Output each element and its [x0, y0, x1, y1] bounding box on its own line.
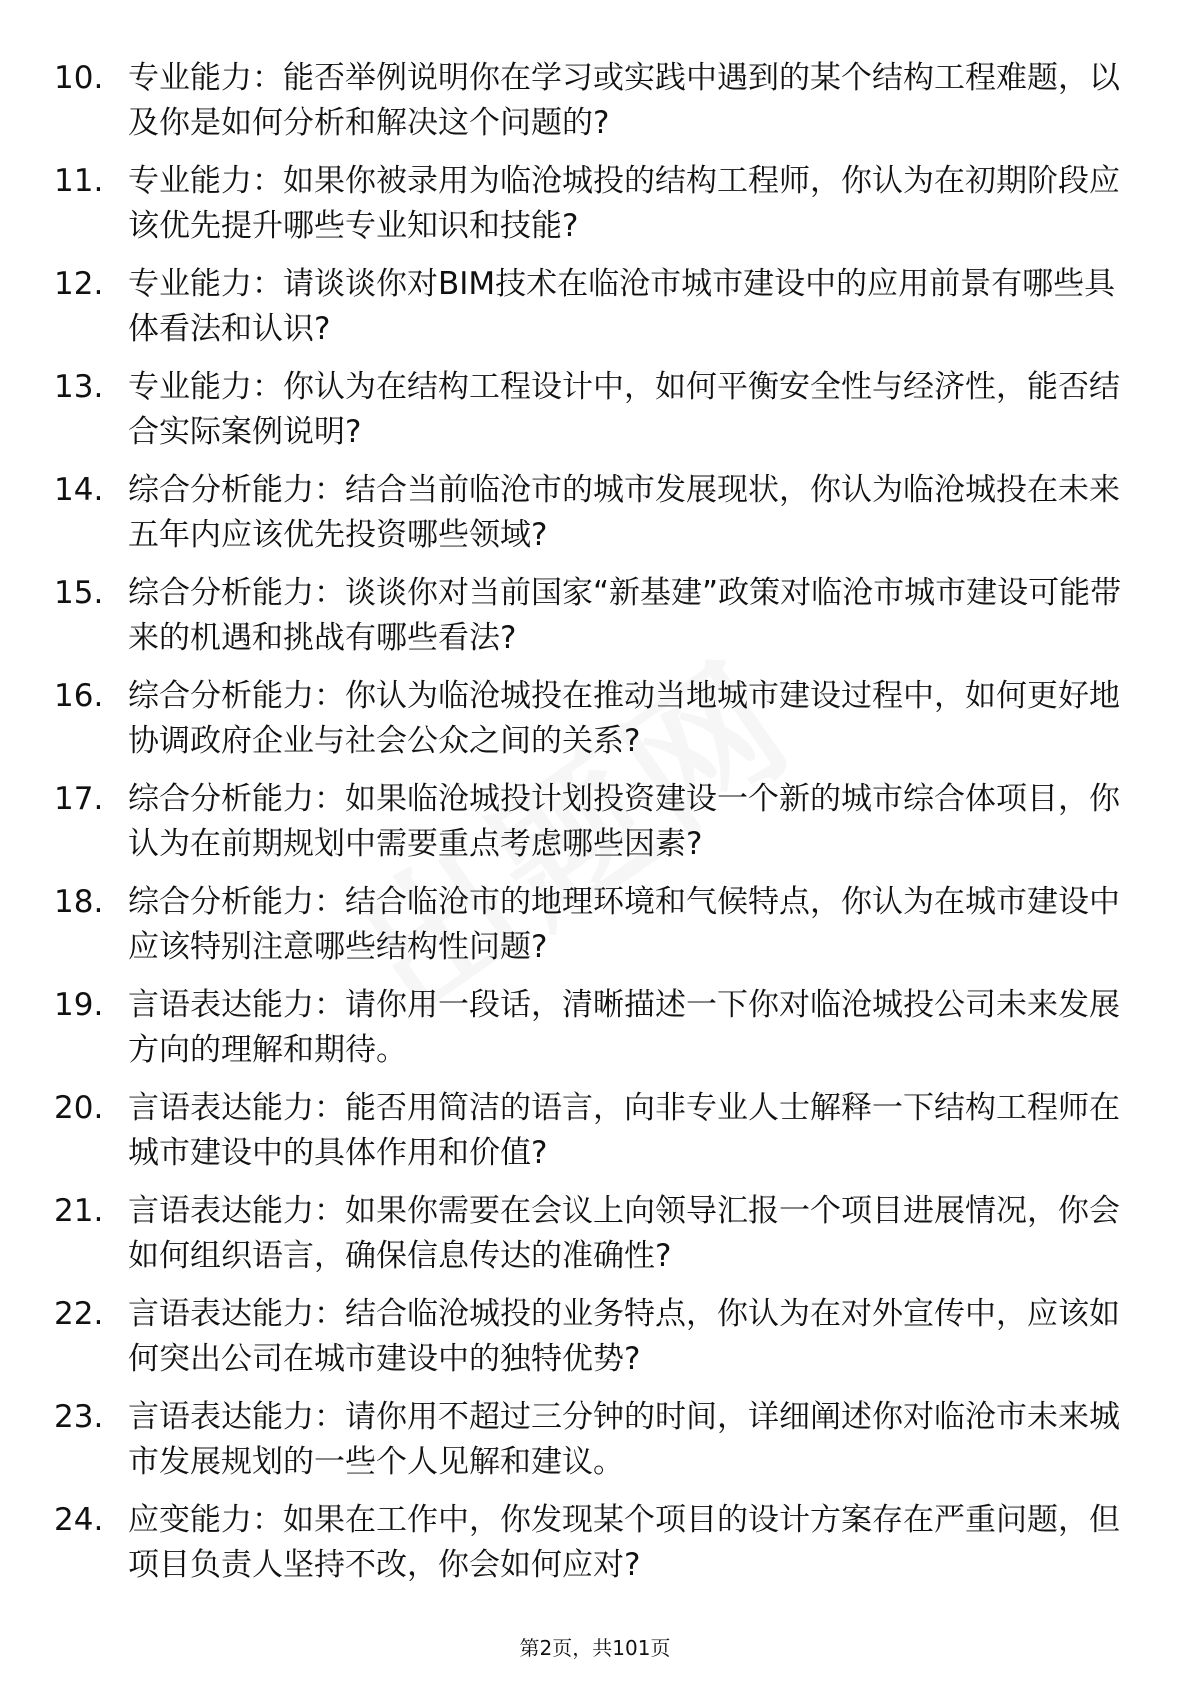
question-list — [0, 50, 1190, 1595]
question-item — [0, 153, 1190, 256]
question-text: 专业能力：能否举例说明你在学习或实践中遇到的某个结构工程难题，以及你是如何分析和解决这个问题的? — [128, 60, 1120, 141]
question-text: 综合分析能力：你认为临沧城投在推动当地城市建设过程中，如何更好地协调政府企业与社会公众之间的关系? — [128, 678, 1120, 759]
question-item — [0, 874, 1190, 977]
question-item — [0, 1080, 1190, 1183]
question-text: 言语表达能力：能否用简洁的语言，向非专业人士解释一下结构工程师在城市建设中的具体作用和价值? — [128, 1090, 1120, 1171]
question-item — [0, 1389, 1190, 1492]
question-text: 言语表达能力：结合临沧城投的业务特点，你认为在对外宣传中，应该如何突出公司在城市建设中的独特优势? — [128, 1296, 1120, 1377]
question-number: 10. — [54, 60, 104, 96]
question-number: 22. — [54, 1296, 104, 1332]
question-text: 专业能力：如果你被录用为临沧城投的结构工程师，你认为在初期阶段应该优先提升哪些专业知识和技能? — [128, 163, 1120, 244]
question-number: 20. — [54, 1090, 104, 1126]
page-footer: 第2页，共101页 — [519, 1636, 671, 1660]
question-text: 综合分析能力：结合当前临沧市的城市发展现状，你认为临沧城投在未来五年内应该优先投资哪些领域? — [128, 472, 1120, 553]
question-text: 专业能力：你认为在结构工程设计中，如何平衡安全性与经济性，能否结合实际案例说明? — [128, 369, 1120, 450]
question-number: 13. — [54, 369, 104, 405]
question-text: 言语表达能力：请你用不超过三分钟的时间，详细阐述你对临沧市未来城市发展规划的一些个人见解和建议。 — [128, 1399, 1120, 1480]
question-number: 11. — [54, 163, 104, 199]
question-item — [0, 771, 1190, 874]
question-item — [0, 565, 1190, 668]
question-number: 15. — [54, 575, 104, 611]
question-text: 综合分析能力：结合临沧市的地理环境和气候特点，你认为在城市建设中应该特别注意哪些结构性问题? — [128, 884, 1120, 965]
question-item — [0, 1492, 1190, 1595]
question-number: 23. — [54, 1399, 104, 1435]
question-text: 综合分析能力：如果临沧城投计划投资建设一个新的城市综合体项目，你认为在前期规划中需要重点考虑哪些因素? — [128, 781, 1120, 862]
question-item — [0, 359, 1190, 462]
question-number: 24. — [54, 1502, 104, 1538]
question-item — [0, 977, 1190, 1080]
question-item — [0, 1183, 1190, 1286]
question-item — [0, 50, 1190, 153]
question-number: 16. — [54, 678, 104, 714]
question-text: 言语表达能力：请你用一段话，清晰描述一下你对临沧城投公司未来发展方向的理解和期待。 — [128, 987, 1120, 1068]
question-number: 21. — [54, 1193, 104, 1229]
question-item — [0, 668, 1190, 771]
question-text: 综合分析能力：谈谈你对当前国家“新基建”政策对临沧市城市建设可能带来的机遇和挑战有哪些看法? — [128, 575, 1122, 656]
question-text: 专业能力：请谈谈你对BIM技术在临沧市城市建设中的应用前景有哪些具体看法和认识? — [128, 266, 1116, 347]
question-number: 19. — [54, 987, 104, 1023]
question-number: 14. — [54, 472, 104, 508]
question-number: 18. — [54, 884, 104, 920]
question-text: 言语表达能力：如果你需要在会议上向领导汇报一个项目进展情况，你会如何组织语言，确保信息传达的准确性? — [128, 1193, 1120, 1274]
question-item — [0, 1286, 1190, 1389]
question-item — [0, 256, 1190, 359]
question-text: 应变能力：如果在工作中，你发现某个项目的设计方案存在严重问题，但项目负责人坚持不改，你会如何应对? — [128, 1502, 1120, 1583]
question-number: 17. — [54, 781, 104, 817]
question-number: 12. — [54, 266, 104, 302]
question-item — [0, 462, 1190, 565]
